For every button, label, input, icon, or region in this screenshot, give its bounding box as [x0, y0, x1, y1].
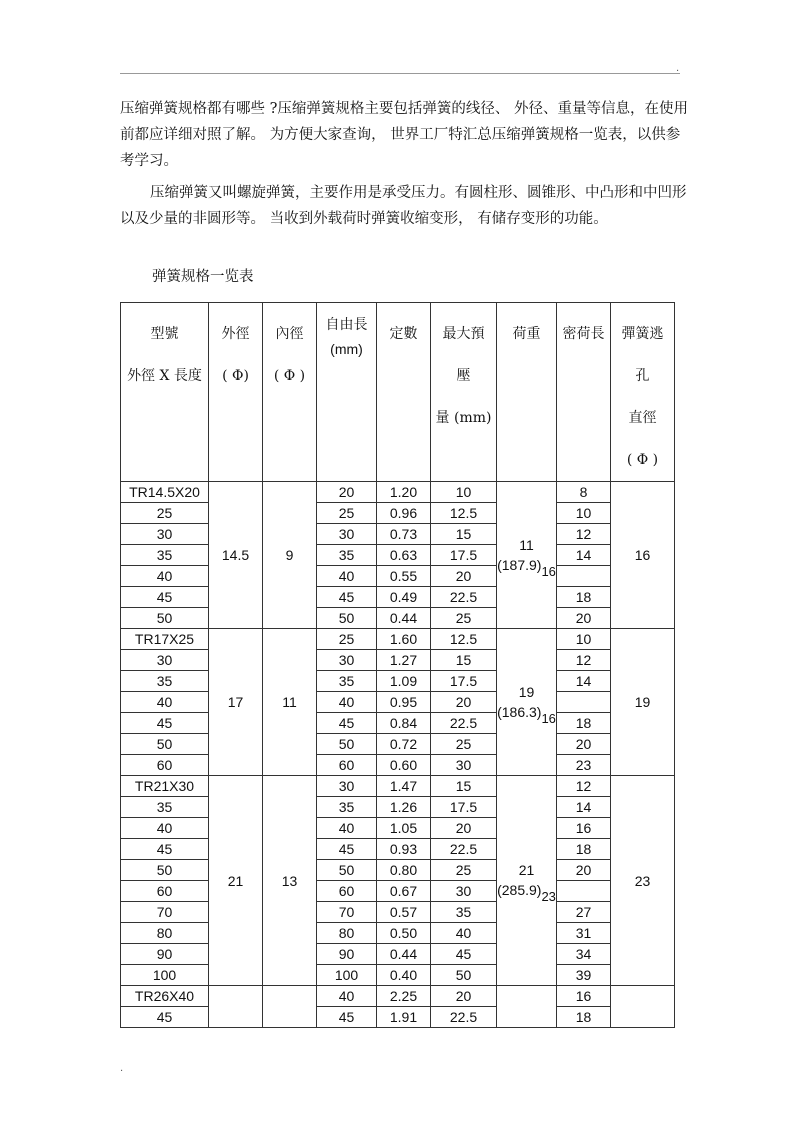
table-row: [121, 818, 675, 839]
cell-constant: 0.67: [377, 881, 431, 902]
load-sub-value: 16: [541, 563, 556, 579]
cell-free-length: 50: [317, 608, 377, 629]
cell-free-length: 40: [317, 566, 377, 587]
cell-constant: 1.26: [377, 797, 431, 818]
cell-escape-hole: 19: [611, 629, 675, 776]
cell-free-length: 50: [317, 860, 377, 881]
cell-load: [497, 986, 557, 1028]
cell-constant: 0.44: [377, 608, 431, 629]
table-row: [121, 839, 675, 860]
cell-solid-length: 34: [557, 944, 611, 965]
cell-solid-length: 20: [557, 860, 611, 881]
cell-free-length: 50: [317, 734, 377, 755]
table-row: [121, 482, 675, 503]
header-hole-l1: 彈簧逃: [621, 326, 664, 342]
cell-free-length: 45: [317, 713, 377, 734]
description-text: 压缩弹簧又叫螺旋弹簧，主要作用是承受压力。有圆柱形、圆锥形、中凸形和中凹形以及少量的非圆形等。 当收到外载荷时弹簧收缩变形， 有储存变形的功能。: [120, 185, 687, 227]
cell-solid-length: [557, 566, 611, 587]
cell-model: 45: [121, 587, 209, 608]
table-row: [121, 692, 675, 713]
header-max-precompression: [431, 303, 497, 482]
cell-max-precompression: 20: [431, 986, 497, 1007]
cell-constant: 0.49: [377, 587, 431, 608]
cell-free-length: 90: [317, 944, 377, 965]
cell-max-precompression: 22.5: [431, 587, 497, 608]
header-hole-l3: 直徑: [628, 410, 657, 426]
header-dot: .: [676, 63, 680, 74]
table-row: [121, 545, 675, 566]
header-rule: [120, 73, 680, 74]
header-model-l1: 型號: [150, 326, 179, 342]
header-solid-text: 密荷長: [562, 326, 605, 342]
cell-solid-length: 14: [557, 545, 611, 566]
cell-max-precompression: 20: [431, 818, 497, 839]
cell-constant: 0.40: [377, 965, 431, 986]
cell-free-length: 30: [317, 650, 377, 671]
cell-constant: 2.25: [377, 986, 431, 1007]
cell-model: 40: [121, 818, 209, 839]
table-row: [121, 713, 675, 734]
cell-max-precompression: 15: [431, 650, 497, 671]
table-row: [121, 860, 675, 881]
cell-free-length: 25: [317, 629, 377, 650]
description-paragraph: [120, 180, 690, 232]
header-maxpre-l1: 最大預: [442, 326, 485, 342]
cell-free-length: 35: [317, 671, 377, 692]
cell-constant: 0.80: [377, 860, 431, 881]
header-const: 定數: [389, 326, 418, 342]
load-detail: [497, 702, 556, 726]
header-escape-hole: [611, 303, 675, 482]
cell-free-length: 20: [317, 482, 377, 503]
cell-model: 90: [121, 944, 209, 965]
table-caption: 弹簧规格一览表: [152, 269, 254, 285]
cell-constant: 1.20: [377, 482, 431, 503]
table-body: [121, 482, 675, 1028]
table-row: [121, 608, 675, 629]
cell-max-precompression: 15: [431, 776, 497, 797]
cell-free-length: 80: [317, 923, 377, 944]
cell-solid-length: 31: [557, 923, 611, 944]
header-hole-l2: 孔: [635, 368, 650, 384]
cell-max-precompression: 22.5: [431, 1007, 497, 1028]
header-constant: [377, 303, 431, 482]
header-hole-l4: ( Φ ): [626, 452, 659, 468]
cell-model: 60: [121, 755, 209, 776]
cell-model: 70: [121, 902, 209, 923]
cell-constant: 0.72: [377, 734, 431, 755]
load-paren-value: (187.9): [497, 556, 542, 573]
cell-solid-length: 14: [557, 797, 611, 818]
cell-solid-length: 39: [557, 965, 611, 986]
intro-paragraph: 压缩弹簧规格都有哪些 ?压缩弹簧规格主要包括弹簧的线径、 外径、重量等信息，在使用前都应详细对照了解。 为方便大家查询， 世界工厂特汇总压缩弹簧规格一览表，以供参考学习。: [120, 101, 688, 169]
cell-constant: 1.60: [377, 629, 431, 650]
cell-max-precompression: 25: [431, 734, 497, 755]
cell-load: [497, 629, 557, 776]
cell-free-length: 40: [317, 986, 377, 1007]
header-free-length: [317, 303, 377, 482]
header-model-l2: 外徑 X 長度: [127, 368, 202, 384]
cell-constant: 0.84: [377, 713, 431, 734]
header-od-l1: 外徑: [221, 326, 250, 342]
cell-constant: 1.05: [377, 818, 431, 839]
cell-max-precompression: 30: [431, 755, 497, 776]
cell-max-precompression: 20: [431, 566, 497, 587]
cell-solid-length: 27: [557, 902, 611, 923]
header-id-l1: 內徑: [275, 326, 304, 342]
header-load: [497, 303, 557, 482]
header-free-l2: (mm): [330, 341, 363, 357]
cell-model: 50: [121, 734, 209, 755]
cell-free-length: 35: [317, 545, 377, 566]
cell-model: 100: [121, 965, 209, 986]
cell-max-precompression: 25: [431, 860, 497, 881]
header-maxpre-l2: 壓: [456, 368, 471, 384]
cell-max-precompression: 17.5: [431, 797, 497, 818]
table-row: [121, 587, 675, 608]
table-row: [121, 566, 675, 587]
table-row: [121, 902, 675, 923]
cell-free-length: 35: [317, 797, 377, 818]
cell-solid-length: 14: [557, 671, 611, 692]
cell-free-length: 60: [317, 881, 377, 902]
cell-free-length: 25: [317, 503, 377, 524]
header-id-l2: ( Φ ): [273, 368, 306, 384]
cell-model: 45: [121, 839, 209, 860]
cell-model: 50: [121, 608, 209, 629]
cell-free-length: 70: [317, 902, 377, 923]
cell-solid-length: 18: [557, 713, 611, 734]
cell-constant: 0.50: [377, 923, 431, 944]
cell-solid-length: [557, 692, 611, 713]
load-sub-value: 23: [541, 889, 556, 904]
cell-model: 45: [121, 1007, 209, 1028]
header-solid-length: [557, 303, 611, 482]
cell-model: TR17X25: [121, 629, 209, 650]
cell-model: TR26X40: [121, 986, 209, 1007]
header-inner-diameter: [263, 303, 317, 482]
cell-solid-length: 12: [557, 776, 611, 797]
cell-model: 25: [121, 503, 209, 524]
cell-outer-diameter: 21: [209, 776, 263, 986]
cell-solid-length: 20: [557, 734, 611, 755]
cell-max-precompression: 22.5: [431, 839, 497, 860]
table-row: [121, 944, 675, 965]
header-free-l1: 自由長: [325, 317, 368, 333]
load-sub-value: 16: [541, 710, 556, 726]
load-paren-value: (186.3): [497, 703, 542, 720]
spring-spec-table: [120, 302, 675, 1028]
cell-free-length: 60: [317, 755, 377, 776]
cell-max-precompression: 30: [431, 881, 497, 902]
cell-solid-length: 10: [557, 629, 611, 650]
cell-constant: 0.63: [377, 545, 431, 566]
cell-outer-diameter: 17: [209, 629, 263, 776]
load-paren-value: (285.9): [497, 882, 542, 898]
cell-constant: 0.44: [377, 944, 431, 965]
cell-free-length: 30: [317, 524, 377, 545]
cell-constant: 0.93: [377, 839, 431, 860]
cell-solid-length: 16: [557, 818, 611, 839]
cell-max-precompression: 25: [431, 608, 497, 629]
load-value: 19: [518, 683, 535, 700]
table-header-row: [121, 303, 675, 482]
cell-free-length: 40: [317, 692, 377, 713]
cell-model: TR21X30: [121, 776, 209, 797]
cell-free-length: 45: [317, 1007, 377, 1028]
table-row: [121, 776, 675, 797]
header-od-l2: ( Φ): [222, 368, 249, 384]
table-row: [121, 965, 675, 986]
cell-inner-diameter: 9: [263, 482, 317, 629]
header-maxpre-l3: 量 (mm): [435, 410, 492, 426]
cell-constant: 0.96: [377, 503, 431, 524]
cell-constant: 1.47: [377, 776, 431, 797]
cell-model: TR14.5X20: [121, 482, 209, 503]
cell-model: 30: [121, 650, 209, 671]
cell-constant: 0.73: [377, 524, 431, 545]
cell-solid-length: 10: [557, 503, 611, 524]
cell-max-precompression: 20: [431, 692, 497, 713]
cell-solid-length: 12: [557, 650, 611, 671]
cell-model: 40: [121, 566, 209, 587]
cell-free-length: 40: [317, 818, 377, 839]
cell-max-precompression: 10: [431, 482, 497, 503]
cell-model: 45: [121, 713, 209, 734]
cell-model: 40: [121, 692, 209, 713]
cell-solid-length: 20: [557, 608, 611, 629]
cell-constant: 0.95: [377, 692, 431, 713]
cell-max-precompression: 35: [431, 902, 497, 923]
cell-constant: 1.09: [377, 671, 431, 692]
cell-solid-length: 8: [557, 482, 611, 503]
table-row: [121, 734, 675, 755]
cell-constant: 1.27: [377, 650, 431, 671]
cell-solid-length: 16: [557, 986, 611, 1007]
header-load-text: 荷重: [512, 326, 541, 342]
cell-model: 60: [121, 881, 209, 902]
cell-max-precompression: 15: [431, 524, 497, 545]
cell-inner-diameter: 13: [263, 776, 317, 986]
table-row: [121, 524, 675, 545]
header-model: [121, 303, 209, 482]
cell-escape-hole: [611, 986, 675, 1028]
cell-escape-hole: 23: [611, 776, 675, 986]
table-row: [121, 650, 675, 671]
cell-max-precompression: 12.5: [431, 503, 497, 524]
table-row: [121, 986, 675, 1007]
table-row: [121, 755, 675, 776]
cell-solid-length: 18: [557, 839, 611, 860]
load-detail: [497, 880, 556, 904]
table-row: [121, 797, 675, 818]
cell-model: 35: [121, 671, 209, 692]
cell-load: [497, 776, 557, 986]
cell-load: [497, 482, 557, 629]
cell-inner-diameter: [263, 986, 317, 1028]
cell-model: 35: [121, 797, 209, 818]
table-row: [121, 923, 675, 944]
cell-outer-diameter: [209, 986, 263, 1028]
table-row: [121, 1007, 675, 1028]
cell-constant: 1.91: [377, 1007, 431, 1028]
footer-dot: .: [120, 1063, 124, 1074]
cell-outer-diameter: 14.5: [209, 482, 263, 629]
cell-solid-length: 23: [557, 755, 611, 776]
load-value: 11: [519, 536, 534, 553]
cell-model: 80: [121, 923, 209, 944]
cell-max-precompression: 17.5: [431, 671, 497, 692]
cell-max-precompression: 40: [431, 923, 497, 944]
cell-free-length: 100: [317, 965, 377, 986]
load-value: 21: [518, 862, 535, 878]
table-row: [121, 629, 675, 650]
cell-max-precompression: 50: [431, 965, 497, 986]
table-row: [121, 503, 675, 524]
cell-model: 30: [121, 524, 209, 545]
cell-max-precompression: 22.5: [431, 713, 497, 734]
table-row: [121, 671, 675, 692]
cell-free-length: 45: [317, 839, 377, 860]
cell-solid-length: 12: [557, 524, 611, 545]
cell-solid-length: 18: [557, 1007, 611, 1028]
header-outer-diameter: [209, 303, 263, 482]
cell-free-length: 45: [317, 587, 377, 608]
cell-constant: 0.57: [377, 902, 431, 923]
cell-escape-hole: 16: [611, 482, 675, 629]
table-row: [121, 881, 675, 902]
cell-constant: 0.60: [377, 755, 431, 776]
cell-inner-diameter: 11: [263, 629, 317, 776]
cell-free-length: 30: [317, 776, 377, 797]
cell-solid-length: [557, 881, 611, 902]
cell-max-precompression: 45: [431, 944, 497, 965]
cell-constant: 0.55: [377, 566, 431, 587]
cell-solid-length: 18: [557, 587, 611, 608]
cell-model: 35: [121, 545, 209, 566]
load-detail: [497, 555, 556, 579]
cell-max-precompression: 12.5: [431, 629, 497, 650]
cell-max-precompression: 17.5: [431, 545, 497, 566]
cell-model: 50: [121, 860, 209, 881]
